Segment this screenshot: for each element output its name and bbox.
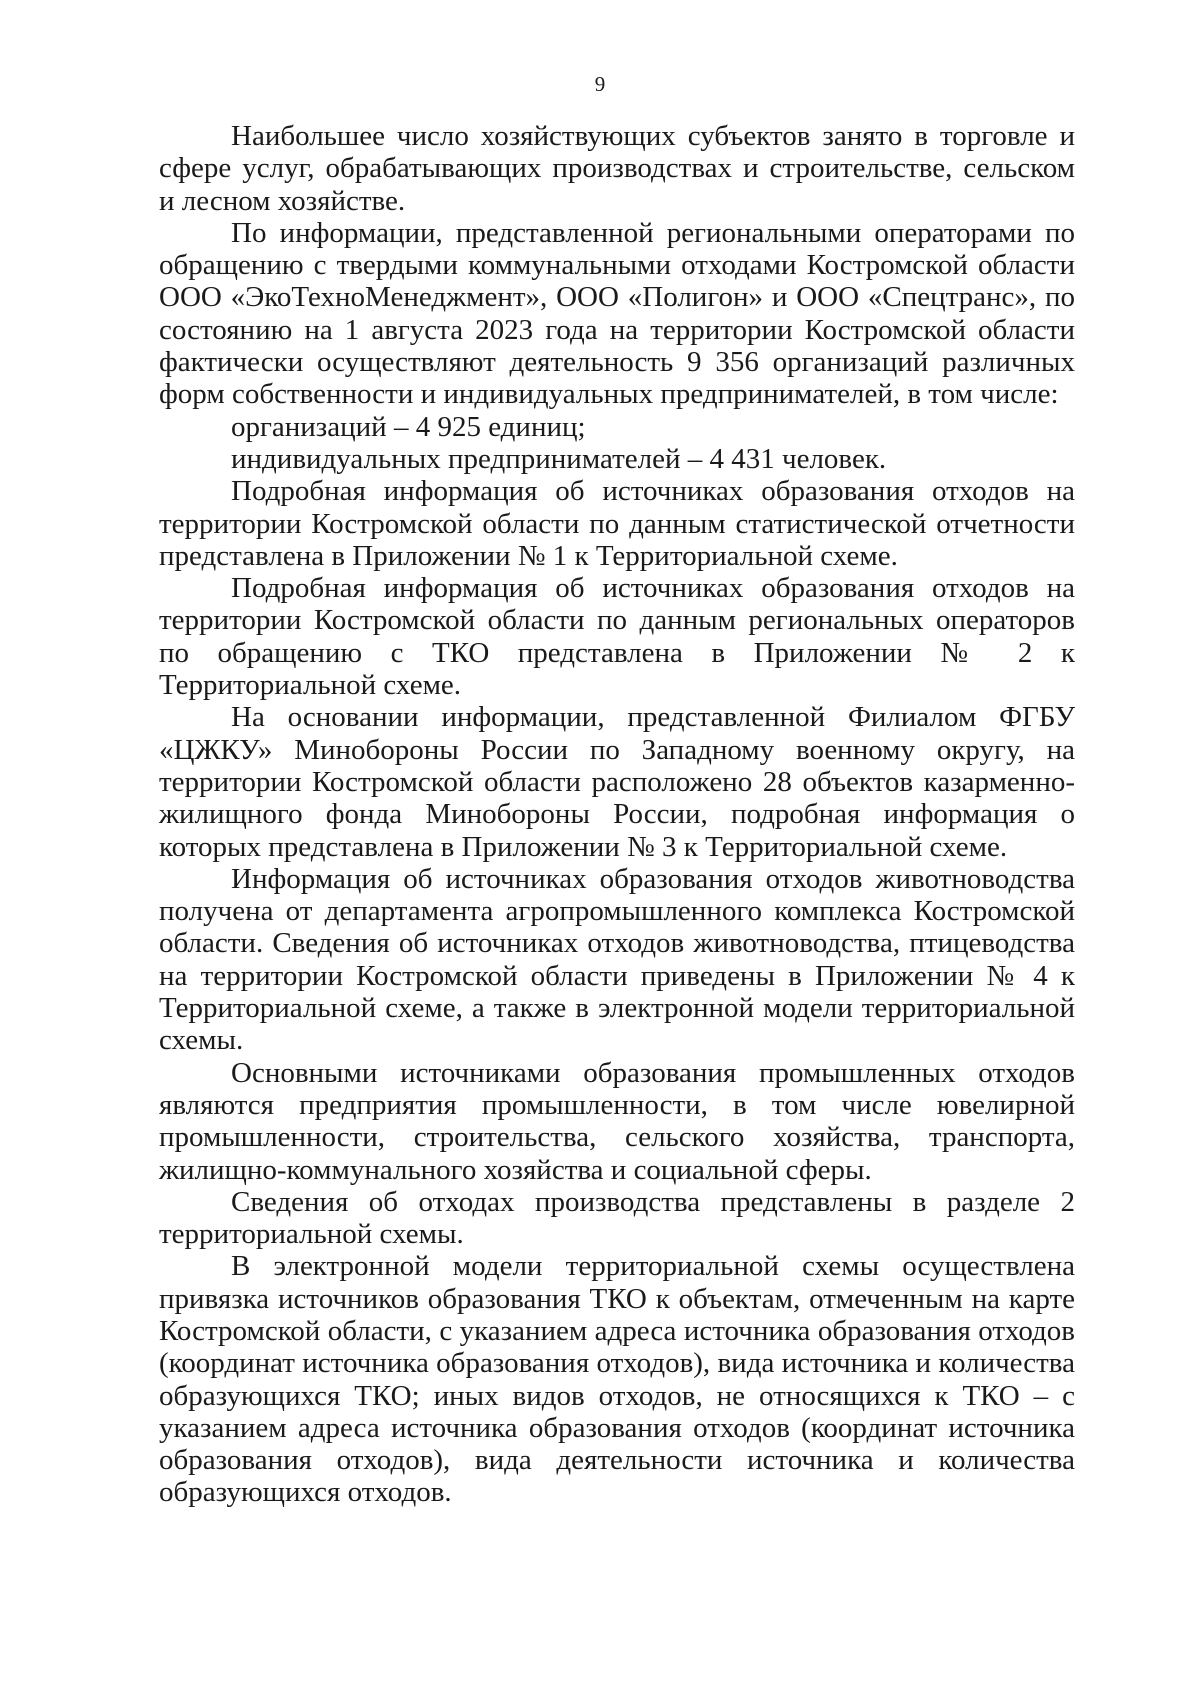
document-body: [159, 120, 1075, 1509]
paragraph: Сведения об отходах производства представлены в разделе 2 территориальной схемы.: [159, 1185, 1075, 1251]
paragraph: Наибольшее число хозяйствующих субъектов занято в торговле и сфере услуг, обрабатывающих производствах и строительстве, сельском и лесном хозяйстве.: [159, 120, 1075, 217]
page-number: 9: [594, 72, 606, 96]
paragraph: По информации, представленной региональными операторами по обращению с твердыми коммунальными отходами Костромской области ООО «ЭкоТехноМенеджмент», ООО «Полигон» и ООО «Спецтранс», по состоянию на 1 августа 2023 года на территории Костромской области фактически осуществляют деятельность 9 356 организаций различных форм собственности и индивидуальных предпринимателей, в том числе:: [159, 216, 1075, 411]
paragraph: Подробная информация об источниках образования отходов на территории Костромской области по данным статистической отчетности представлена в Приложении № 1 к Территориальной схеме.: [159, 475, 1075, 572]
paragraph: В электронной модели территориальной схемы осуществлена привязка источников образования ТКО к объектам, отмеченным на карте Костромской области, с указанием адреса источника образования отходов (координат источника образования отходов), вида источника и количества образующихся ТКО; иных видов отходов, не относящихся к ТКО – с указанием адреса источника образования отходов (координат источника образования отходов), вида деятельности источника и количества образующихся отходов.: [159, 1250, 1075, 1509]
paragraph: Подробная информация об источниках образования отходов на территории Костромской области по данным региональных операторов по обращению с ТКО представлена в Приложении № 2 к Территориальной схеме.: [159, 572, 1075, 702]
paragraph: индивидуальных предпринимателей – 4 431 человек.: [231, 442, 887, 475]
paragraph: Информация об источниках образования отходов животноводства получена от департамента агропромышленного комплекса Костромской области. Сведения об источниках отходов животноводства, птицеводства на территории Костромской области приведены в Приложении № 4 к Территориальной схеме, а также в электронной модели территориальной схемы.: [159, 862, 1075, 1057]
paragraph: Основными источниками образования промышленных отходов являются предприятия промышленности, в том числе ювелирной промышленности, строительства, сельского хозяйства, транспорта, жилищно-коммунального хозяйства и социальной сферы.: [159, 1056, 1075, 1186]
paragraph: На основании информации, представленной Филиалом ФГБУ «ЦЖКУ» Минобороны России по Западному военному округу, на территории Костромской области расположено 28 объектов казарменно-жилищного фонда Минобороны России, подробная информация о которых представлена в Приложении № 3 к Территориальной схеме.: [159, 701, 1075, 863]
paragraph: организаций – 4 925 единиц;: [231, 410, 586, 443]
